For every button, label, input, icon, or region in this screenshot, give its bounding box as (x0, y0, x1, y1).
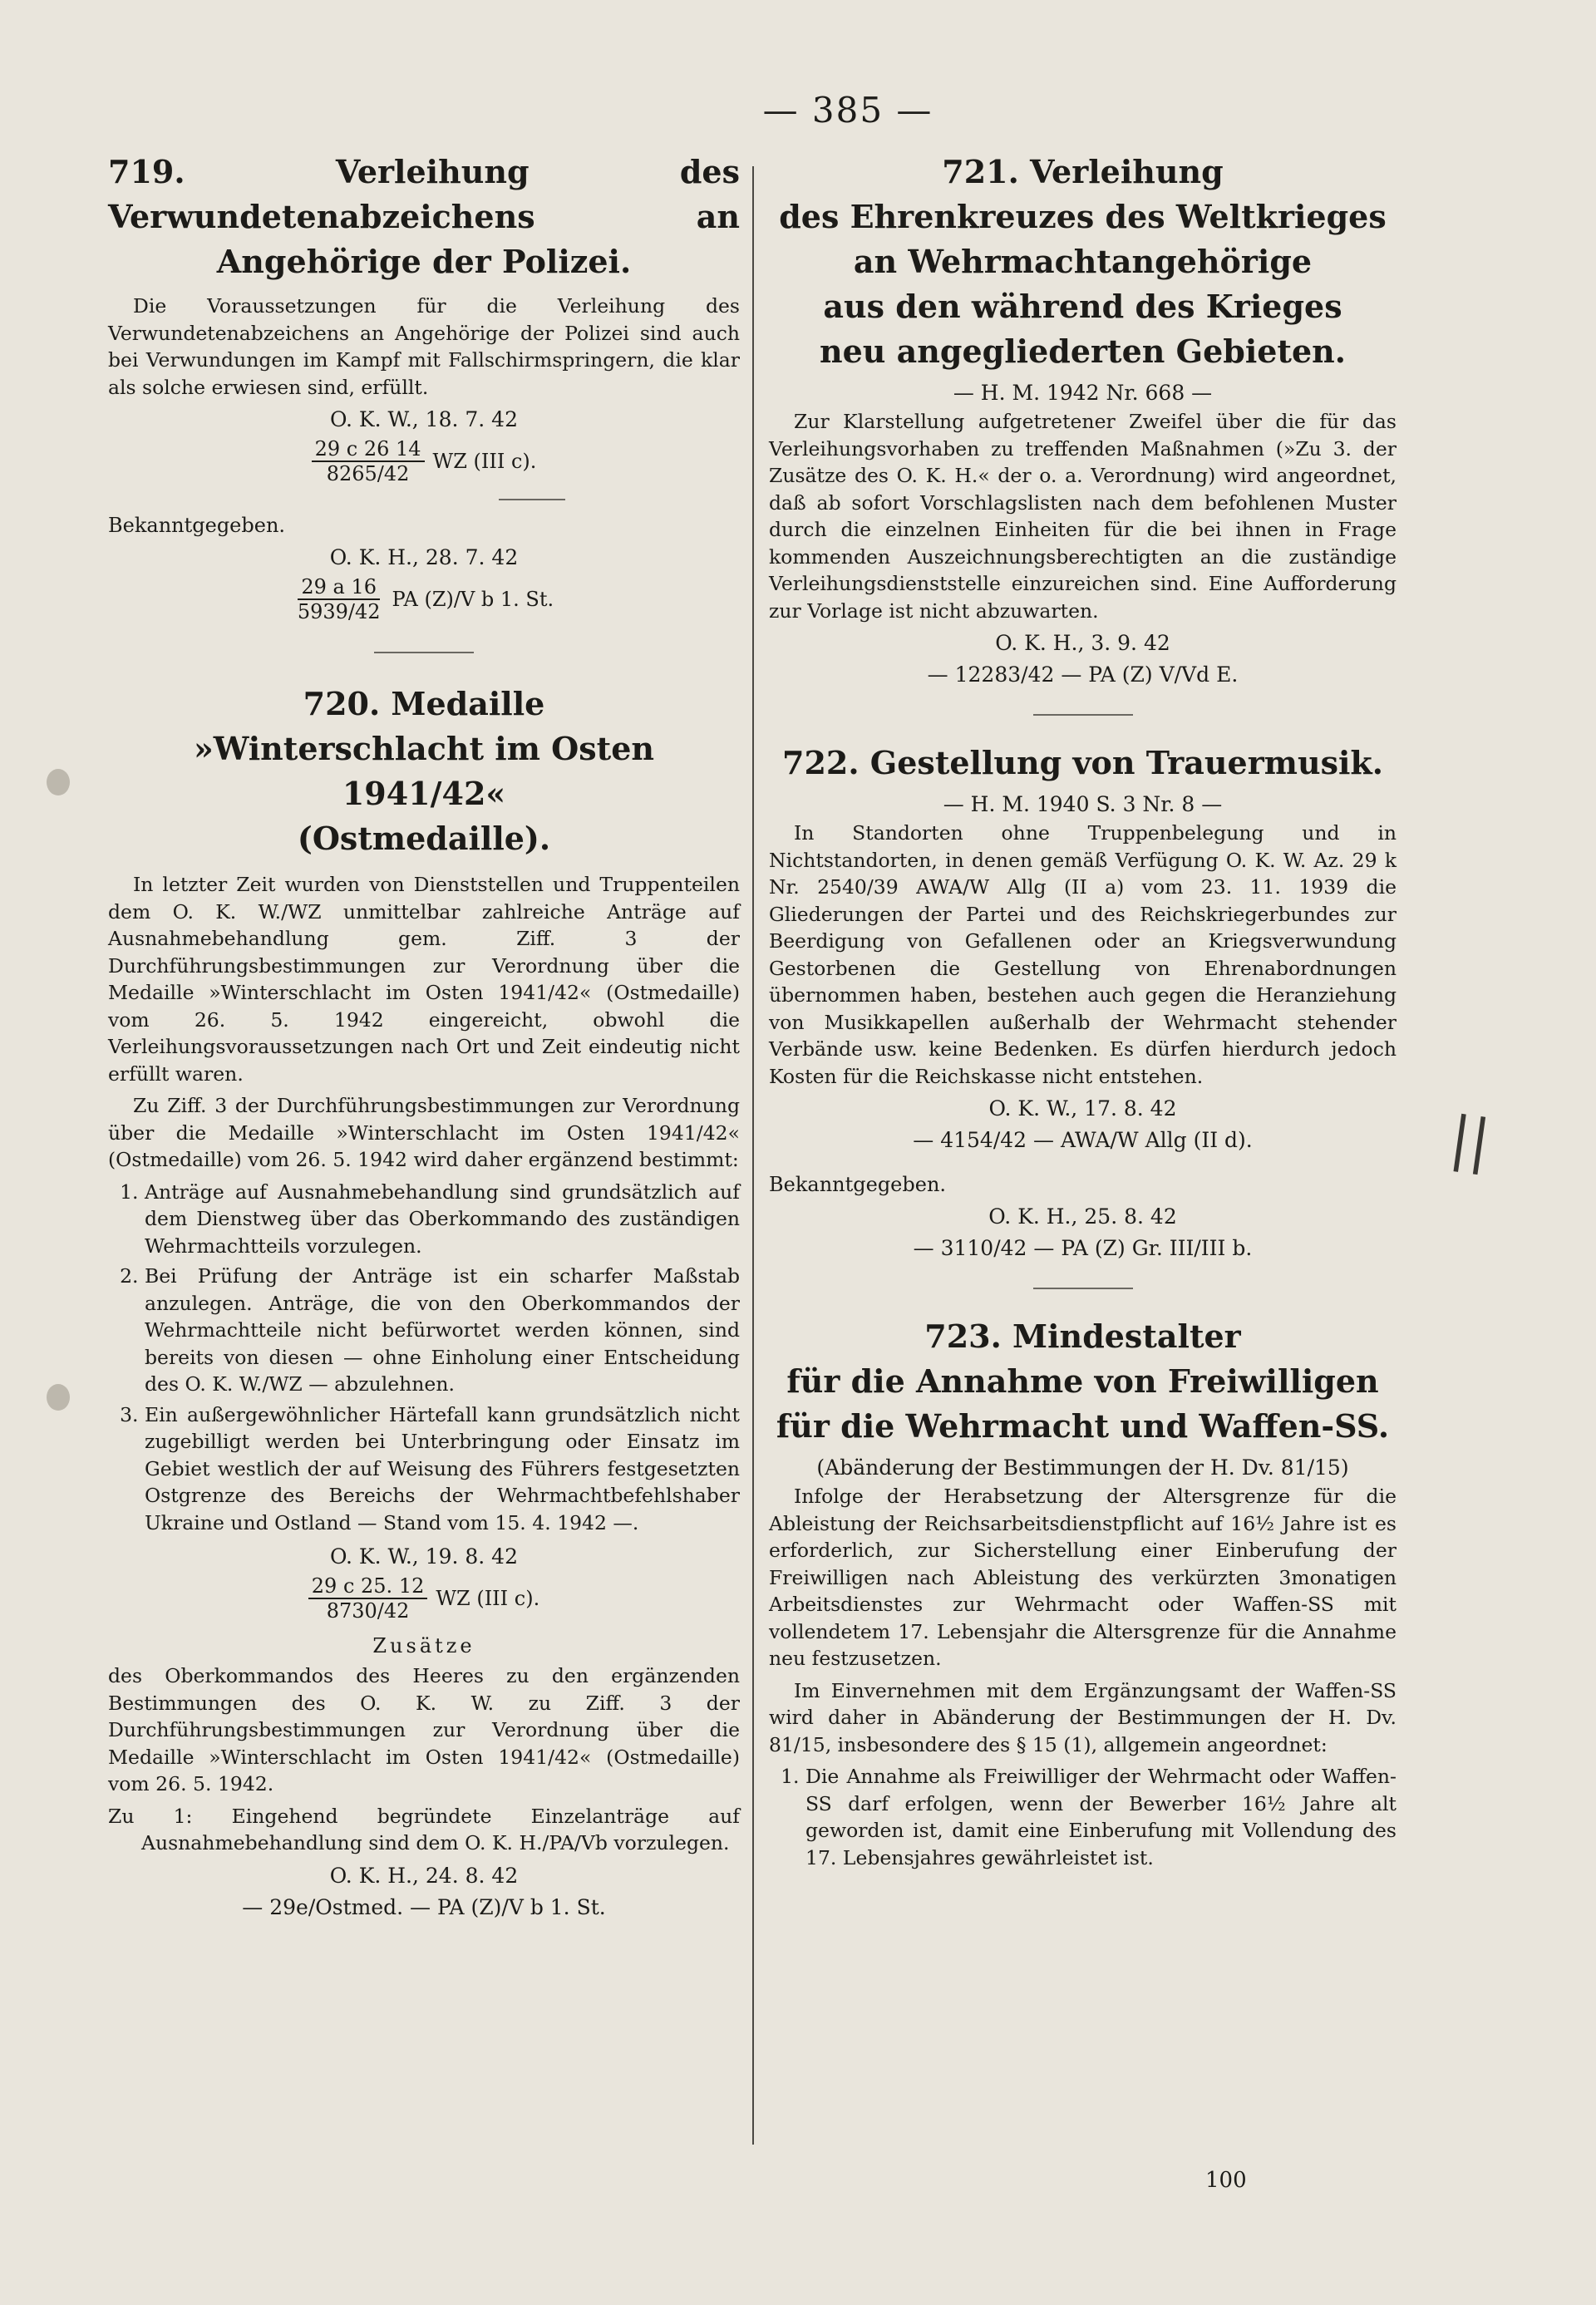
left-column (108, 150, 740, 1925)
section-720 (108, 682, 740, 1922)
fraction-denominator: 8730/42 (326, 1599, 410, 1623)
fraction-numerator: 29 c 26 14 (312, 437, 425, 462)
section-719-signature-2: O. K. H., 28. 7. 42 (329, 545, 519, 569)
section-723-list (769, 1763, 1396, 1871)
divider (499, 499, 565, 500)
section-723-reference: (Abänderung der Bestimmungen der H. Dv. 81/15) (816, 1455, 1349, 1480)
handwritten-marks: || (1446, 1103, 1495, 1176)
fraction-denominator: 8265/42 (326, 462, 410, 485)
list-item: 1. Anträge auf Ausnahmebehandlung sind grundsätzlich auf dem Dienstweg über das Oberkommando des zuständigen Wehrmachtteils vorzulegen. (145, 1179, 740, 1260)
section-722-title: 722. Gestellung von Trauermusik. (782, 744, 1383, 781)
title-line: für die Annahme von Freiwilligen (786, 1362, 1379, 1400)
section-720-list (108, 1179, 740, 1537)
section-719 (108, 150, 740, 623)
section-721-title (769, 150, 1396, 374)
section-722 (769, 741, 1396, 1263)
section-721-body: Zur Klarstellung aufgetretener Zweifel über die für das Verleihungsvorhaben zu treffenden Maßnahmen (»Zu 3. der Zusätze des O. K. H.« der o. a. Verordnung) wird angeordnet, daß ab sofort Vorschlagslisten nach dem befohlenen Muster durch die einzelnen Einheiten für die bei ihnen in Frage kommenden Auszeichnungsberechtigten an die zuständige Verleihungsdienststelle einzureichen sind. Eine Aufforderung zur Vorlage ist nicht abzuwarten. (769, 410, 1396, 623)
section-723-title (769, 1314, 1396, 1449)
section-719-signature: O. K. W., 18. 7. 42 (330, 407, 518, 431)
footer-number: 100 (1205, 2168, 1247, 2193)
section-723 (769, 1314, 1396, 1871)
section-721 (769, 150, 1396, 689)
section-720-reference (108, 1574, 740, 1623)
section-722-reference: — H. M. 1940 S. 3 Nr. 8 — (943, 792, 1223, 816)
title-line: »Winterschlacht im Osten 1941/42« (193, 730, 655, 812)
section-719-announced: Bekanntgegeben. (108, 514, 286, 537)
section-721-reference: — H. M. 1942 Nr. 668 — (953, 381, 1213, 405)
section-722-announced: Bekanntgegeben. (769, 1173, 947, 1196)
title-line: (Ostmedaille). (297, 820, 551, 857)
section-722-reference-3: — 3110/42 — PA (Z) Gr. III/III b. (913, 1236, 1253, 1260)
title-line: des Ehrenkreuzes des Weltkrieges (779, 198, 1387, 235)
punch-hole (47, 1384, 70, 1411)
right-column (769, 150, 1396, 1878)
section-719-body: Die Voraussetzungen für die Verleihung des Verwundetenabzeichens an Angehörige der Polizei sind auch bei Verwundungen im Kampf mit Fallschirmspringern, die klar als solche erwiesen sind, erfüllt. (108, 294, 740, 399)
section-722-signature-2: O. K. H., 25. 8. 42 (988, 1204, 1177, 1229)
title-line: aus den während des Krieges (823, 288, 1342, 325)
section-719-title: 719. Verleihung des Verwundetenabzeichens an Angehörige der Polizei. (108, 153, 740, 280)
title-line: 723. Mindestalter (924, 1317, 1241, 1355)
reference-office: WZ (III c). (436, 1587, 540, 1610)
section-720-signature: O. K. W., 19. 8. 42 (330, 1544, 518, 1569)
section-721-signature: O. K. H., 3. 9. 42 (995, 631, 1170, 655)
section-721-reference-2: — 12283/42 — PA (Z) V/Vd E. (927, 662, 1239, 687)
reference-fraction (308, 1574, 428, 1623)
list-item: 3. Ein außergewöhnlicher Härtefall kann grundsätzlich nicht zugebilligt werden bei Unterbringung oder Einsatz im Gebiet westlich der auf Weisung des Führers festgesetzten Ostgrenze des Bereichs der Wehrmachtbefehlshaber Ukraine und Ostland — Stand vom 15. 4. 1942 —. (145, 1401, 740, 1537)
reference-fraction (294, 575, 384, 623)
section-723-paragraph-2: Im Einvernehmen mit dem Ergänzungsamt der Waffen-SS wird daher in Abänderung der Bestimmungen der H. Dv. 81/15, insbesondere des § 15 (1), allgemein angeordnet: (769, 1678, 1396, 1756)
title-line: neu angegliederten Gebieten. (819, 332, 1347, 370)
section-720-supplement: des Oberkommandos des Heeres zu den ergänzenden Bestimmungen des O. K. W. zu Ziff. 3 der Durchführungsbestimmungen zur Verordnung über die Medaille »Winterschlacht im Osten 1941/42« (Ostmedaille) vom 26. 5. 1942. (108, 1664, 740, 1795)
page-number: — 385 — (762, 90, 933, 131)
section-723-paragraph-1: Infolge der Herabsetzung der Altersgrenze für die Ableistung der Reichsarbeitsdienstpflicht auf 16½ Jahre ist es erforderlich, zur Sicherstellung einer Einberufung der Freiwilligen nach Ableistung des verkürzten 3monatigen Arbeitsdienstes zur Wehrmacht oder Waffen-SS mit vollendetem 17. Lebensjahr die Altersgrenze für die Annahme neu festzusetzen. (769, 1485, 1396, 1670)
section-720-signature-2: O. K. H., 24. 8. 42 (329, 1863, 519, 1888)
section-720-paragraph-1: In letzter Zeit wurden von Dienststellen und Truppenteilen dem O. K. W./WZ unmittelbar zahlreiche Anträge auf Ausnahmebehandlung gem. Ziff. 3 der Durchführungsbestimmungen zur Verordnung über die Medaille »Winterschlacht im Osten 1941/42« (Ostmedaille) vom 26. 5. 1942 eingereicht, obwohl die Verleihungsvoraussetzungen nach Ort und Zeit eindeutig nicht erfüllt waren. (108, 873, 740, 1086)
section-720-note-1: Zu 1: Eingehend begründete Einzelanträge auf Ausnahmebehandlung sind dem O. K. H./PA/Vb vorzulegen. (108, 1804, 740, 1854)
section-722-signature: O. K. W., 17. 8. 42 (988, 1096, 1177, 1120)
list-item: 2. Bei Prüfung der Anträge ist ein scharfer Maßstab anzulegen. Anträge, die von den Oberkommandos der Wehrmachtteile nicht befürwortet werden können, sind bereits von diesen — ohne Einholung einer Entscheidung des O. K. W./WZ — abzulehnen. (145, 1263, 740, 1398)
section-720-supplement-title: Zusätze (372, 1634, 475, 1657)
reference-fraction (312, 437, 425, 485)
fraction-denominator: 5939/42 (297, 600, 381, 623)
title-line: 721. Verleihung (942, 153, 1224, 190)
divider (374, 652, 474, 653)
fraction-numerator: 29 a 16 (298, 575, 380, 600)
fraction-numerator: 29 c 25. 12 (308, 1574, 428, 1599)
title-line: an Wehrmachtangehörige (853, 243, 1313, 280)
reference-office: WZ (III c). (432, 450, 537, 473)
section-720-paragraph-2: Zu Ziff. 3 der Durchführungsbestimmungen zur Verordnung über die Medaille »Winterschlacht im Osten 1941/42« (Ostmedaille) vom 26. 5. 1942 wird daher ergänzend bestimmt: (108, 1094, 740, 1171)
section-719-reference-2 (108, 575, 740, 623)
section-720-reference-2: — 29e/Ostmed. — PA (Z)/V b 1. St. (242, 1894, 606, 1919)
list-item: 1. Die Annahme als Freiwilliger der Wehrmacht oder Waffen-SS darf erfolgen, wenn der Bewerber 16½ Jahre alt geworden ist, damit eine Einberufung mit Vollendung des 17. Lebensjahres gewährleistet ist. (805, 1763, 1396, 1871)
column-divider (752, 166, 754, 2145)
punch-hole (47, 769, 70, 795)
section-719-reference (108, 437, 740, 485)
reference-office: PA (Z)/V b 1. St. (392, 588, 554, 611)
title-line: 720. Medaille (303, 685, 545, 722)
divider (1033, 714, 1133, 716)
section-720-title (108, 682, 740, 861)
title-line: für die Wehrmacht und Waffen-SS. (776, 1407, 1390, 1445)
section-722-reference-2: — 4154/42 — AWA/W Allg (II d). (913, 1128, 1253, 1152)
section-722-body: In Standorten ohne Truppenbelegung und in Nichtstandorten, in denen gemäß Verfügung O. K. W. Az. 29 k Nr. 2540/39 AWA/W Allg (II a) vom 23. 11. 1939 die Gliederungen der Partei und des Reichskriegerbundes zur Beerdigung von Gefallenen oder an Kriegsverwundung Gestorbenen die Gestellung von Ehrenabordnungen übernommen haben, bestehen auch gegen die Heranziehung von Musikkapellen außerhalb der Wehrmacht stehender Verbände usw. keine Bedenken. Es dürfen hierdurch jedoch Kosten für die Reichskasse nicht entstehen. (769, 821, 1396, 1088)
divider (1033, 1288, 1133, 1289)
